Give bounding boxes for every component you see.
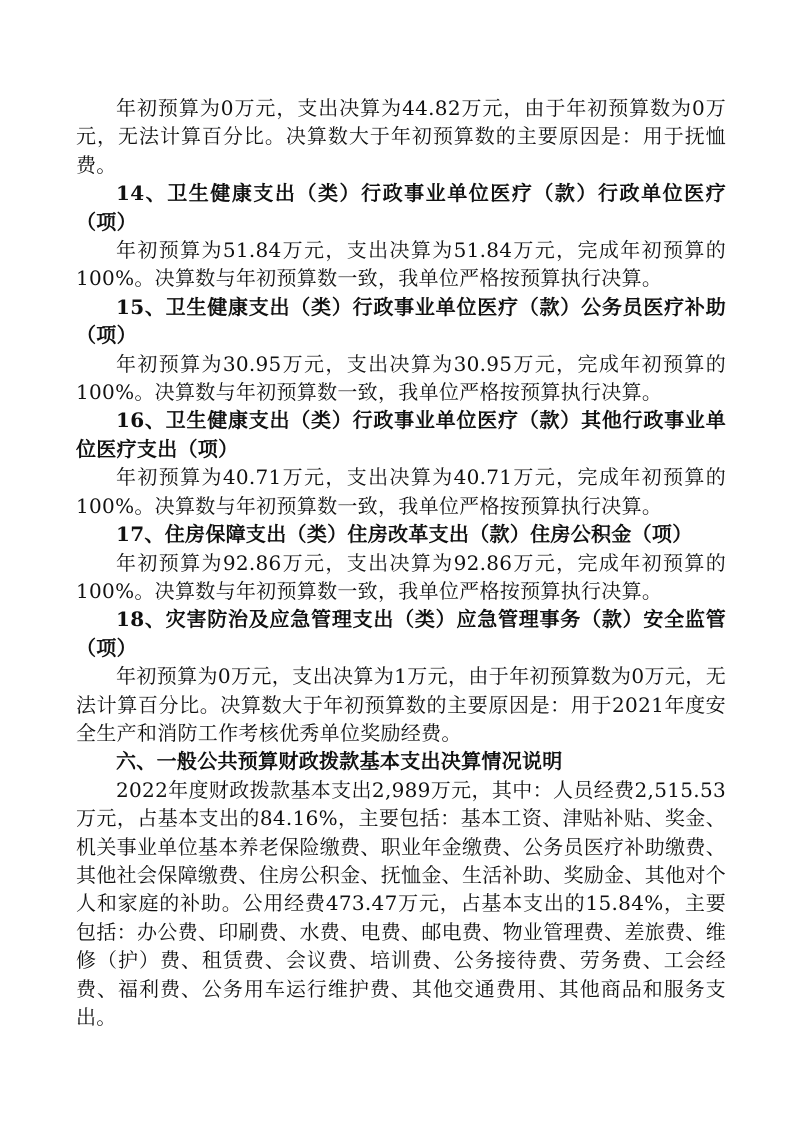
- document-body: [76, 94, 726, 1031]
- paragraph-item-18: 年初预算为0万元，支出决算为1万元，由于年初预算数为0万元，无法计算百分比。决算数大于年初预算数的主要原因是：用于2021年度安全生产和消防工作考核优秀单位奖励经费。: [76, 664, 726, 745]
- paragraph-pension-expense: 年初预算为0万元，支出决算为44.82万元，由于年初预算数为0万元，无法计算百分比。决算数大于年初预算数的主要原因是：用于抚恤费。: [76, 96, 726, 177]
- heading-item-16: 16、卫生健康支出（类）行政事业单位医疗（款）其他行政事业单位医疗支出（项）: [76, 408, 726, 461]
- paragraph-item-17: 年初预算为92.86万元，支出决算为92.86万元，完成年初预算的100%。决算数与年初预算数一致，我单位严格按预算执行决算。: [76, 550, 726, 603]
- heading-item-15: 15、卫生健康支出（类）行政事业单位医疗（款）公务员医疗补助（项）: [76, 294, 726, 348]
- heading-section-6: 六、一般公共预算财政拨款基本支出决算情况说明: [116, 749, 563, 774]
- paragraph-item-15: 年初预算为30.95万元，支出决算为30.95万元，完成年初预算的100%。决算数与年初预算数一致，我单位严格按预算执行决算。: [76, 351, 726, 405]
- paragraph-section-6: 2022年度财政拨款基本支出2,989万元，其中：人员经费2,515.53万元，占基本支出的84.16%，主要包括：基本工资、津贴补贴、奖金、机关事业单位基本养老保险缴费、职业年金缴费、公务员医疗补助缴费、其他社会保障缴费、住房公积金、抚恤金、生活补助、奖励金、其他对个人和家庭的补助。公用经费473.47万元，占基本支出的15.84%，主要包括：办公费、印刷费、水费、电费、邮电费、物业管理费、差旅费、维修（护）费、租赁费、会议费、培训费、公务接待费、劳务费、工会经费、福利费、公务用车运行维护费、其他交通费用、其他商品和服务支出。: [76, 777, 726, 1029]
- heading-item-18: 18、灾害防治及应急管理支出（类）应急管理事务（款）安全监管（项）: [76, 607, 726, 660]
- paragraph-item-14: 年初预算为51.84万元，支出决算为51.84万元，完成年初预算的100%。决算数与年初预算数一致，我单位严格按预算执行决算。: [76, 238, 726, 291]
- paragraph-item-16: 年初预算为40.71万元，支出决算为40.71万元，完成年初预算的100%。决算数与年初预算数一致，我单位严格按预算执行决算。: [76, 465, 726, 518]
- heading-item-14: 14、卫生健康支出（类）行政事业单位医疗（款）行政单位医疗（项）: [76, 181, 726, 234]
- heading-item-17: 17、住房保障支出（类）住房改革支出（款）住房公积金（项）: [116, 522, 693, 547]
